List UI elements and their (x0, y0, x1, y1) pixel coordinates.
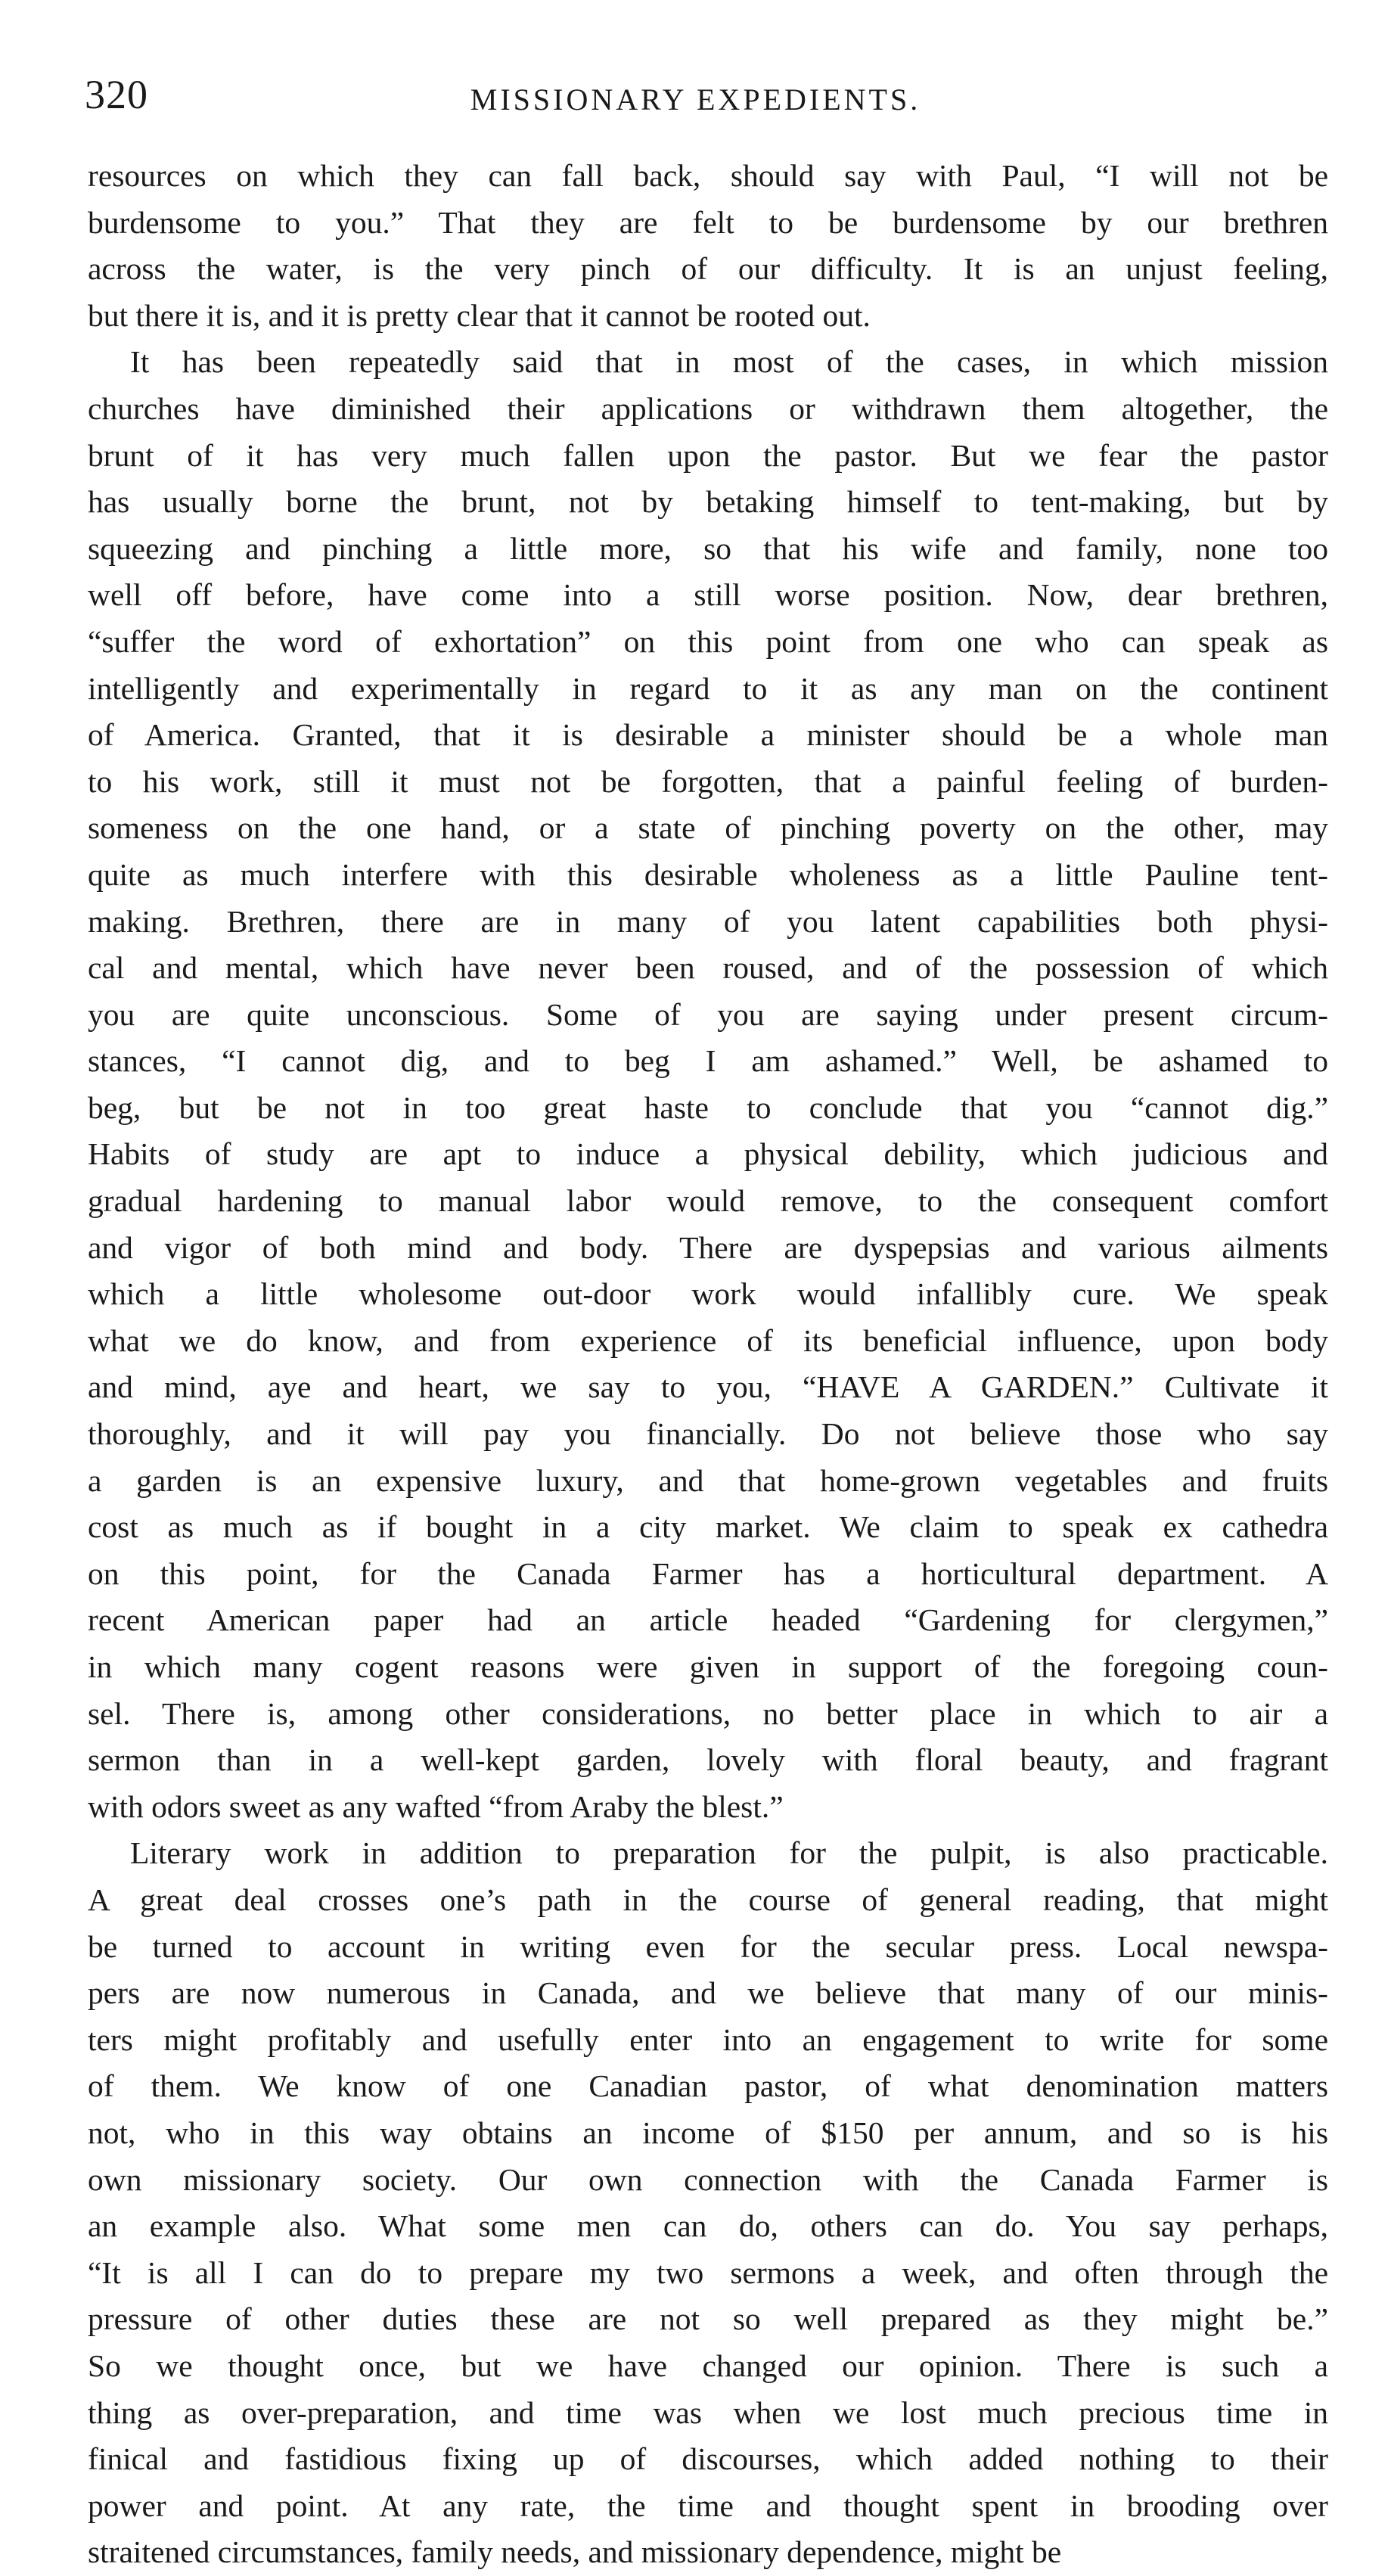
text-line: but there it is, and it is pretty clear that it cannot be rooted out. (88, 297, 871, 333)
text-line: on this point, for the Canada Farmer has a horticultural department. A (88, 1555, 1328, 1591)
text-line: “It is all I can do to prepare my two sermons a week, and often through the (88, 2254, 1328, 2290)
text-line: across the water, is the very pinch of our difficulty. It is an unjust feeling, (88, 251, 1328, 287)
text-line: thing as over-preparation, and time was when we lost much precious time in (88, 2394, 1328, 2430)
paragraph (88, 153, 1328, 339)
text-line: an example also. What some men can do, others can do. You say perhaps, (88, 2208, 1328, 2244)
text-line: straitened circumstances, family needs, and missionary dependence, might be (88, 2534, 1062, 2570)
text-line: “suffer the word of exhortation” on this point from one who can speak as (88, 623, 1328, 659)
text-line: a garden is an expensive luxury, and that home-grown vegetables and fruits (88, 1462, 1328, 1498)
text-line: gradual hardening to manual labor would remove, to the consequent comfort (88, 1183, 1328, 1219)
text-line: A great deal crosses one’s path in the course of general reading, that might (88, 1882, 1328, 1917)
text-line: recent American paper had an article headed “Gardening for clergymen,” (88, 1602, 1328, 1638)
text-line: intelligently and experimentally in regard to it as any man on the continent (88, 670, 1328, 706)
text-line: own missionary society. Our own connection with the Canada Farmer is (88, 2161, 1328, 2197)
text-line: not, who in this way obtains an income of $150 per annum, and so is his (88, 2115, 1328, 2150)
text-line: which a little wholesome out-door work would infallibly cure. We speak (88, 1276, 1328, 1312)
text-line: to his work, still it must not be forgotten, that a painful feeling of burden- (88, 763, 1328, 799)
text-line: sermon than in a well-kept garden, lovely with floral beauty, and fragrant (88, 1742, 1328, 1778)
text-line: in which many cogent reasons were given in support of the foregoing coun- (88, 1649, 1328, 1684)
text-line: squeezing and pinching a little more, so that his wife and family, none too (88, 530, 1328, 566)
text-line: ters might profitably and usefully enter into an engagement to write for some (88, 2021, 1328, 2057)
text-line: making. Brethren, there are in many of you latent capabilities both physi- (88, 903, 1328, 939)
text-line: of them. We know of one Canadian pastor, of what denomination matters (88, 2068, 1328, 2104)
text-line: and vigor of both mind and body. There are dyspepsias and various ailments (88, 1229, 1328, 1265)
text-line: stances, “I cannot dig, and to beg I am ashamed.” Well, be ashamed to (88, 1043, 1328, 1079)
body-text (88, 153, 1328, 2576)
text-line: pers are now numerous in Canada, and we believe that many of our minis- (88, 1975, 1328, 2011)
text-line: be turned to account in writing even for the secular press. Local newspa- (88, 1928, 1328, 1964)
text-line: and mind, aye and heart, we say to you, “HAVE A GARDEN.” Cultivate it (88, 1369, 1328, 1405)
text-line: cost as much as if bought in a city market. We claim to speak ex cathedra (88, 1509, 1328, 1545)
text-line: So we thought once, but we have changed our opinion. There is such a (88, 2348, 1328, 2383)
text-line: beg, but be not in too great haste to conclude that you “cannot dig.” (88, 1089, 1328, 1125)
text-line: brunt of it has very much fallen upon the pastor. But we fear the pastor (88, 437, 1328, 473)
text-line: you are quite unconscious. Some of you are saying under present circum- (88, 996, 1328, 1032)
text-line: well off before, have come into a still worse position. Now, dear brethren, (88, 577, 1328, 613)
text-line: cal and mental, which have never been roused, and of the possession of which (88, 950, 1328, 986)
text-line: someness on the one hand, or a state of pinching poverty on the other, may (88, 810, 1328, 846)
text-line: power and point. At any rate, the time and thought spent in brooding over (88, 2487, 1328, 2523)
text-line: of America. Granted, that it is desirable a minister should be a whole man (88, 717, 1328, 753)
text-line: quite as much interfere with this desirable wholeness as a little Pauline tent- (88, 856, 1328, 892)
text-line: burdensome to you.” That they are felt to be burdensome by our brethren (88, 204, 1328, 240)
text-line: pressure of other duties these are not so well prepared as they might be.” (88, 2301, 1328, 2337)
text-line: churches have diminished their applications or withdrawn them altogether, the (88, 390, 1328, 426)
page-number: 320 (85, 72, 148, 117)
text-line: with odors sweet as any wafted “from Araby the blest.” (88, 1788, 784, 1824)
text-line: It has been repeatedly said that in most of the cases, in which mission (130, 344, 1328, 380)
text-line: sel. There is, among other considerations, no better place in which to air a (88, 1695, 1328, 1731)
text-line: what we do know, and from experience of its beneficial influence, upon body (88, 1322, 1328, 1358)
paragraph (88, 339, 1328, 1830)
text-line: thoroughly, and it will pay you financially. Do not believe those who say (88, 1416, 1328, 1452)
text-line: Habits of study are apt to induce a physical debility, which judicious and (88, 1136, 1328, 1172)
text-line: has usually borne the brunt, not by betaking himself to tent-making, but by (88, 484, 1328, 520)
paragraph (88, 1830, 1328, 2576)
text-line: Literary work in addition to preparation for the pulpit, is also practicable. (130, 1835, 1328, 1871)
running-head: MISSIONARY EXPEDIENTS. (470, 82, 921, 117)
text-line: finical and fastidious fixing up of discourses, which added nothing to their (88, 2441, 1328, 2477)
text-line: resources on which they can fall back, should say with Paul, “I will not be (88, 158, 1328, 193)
